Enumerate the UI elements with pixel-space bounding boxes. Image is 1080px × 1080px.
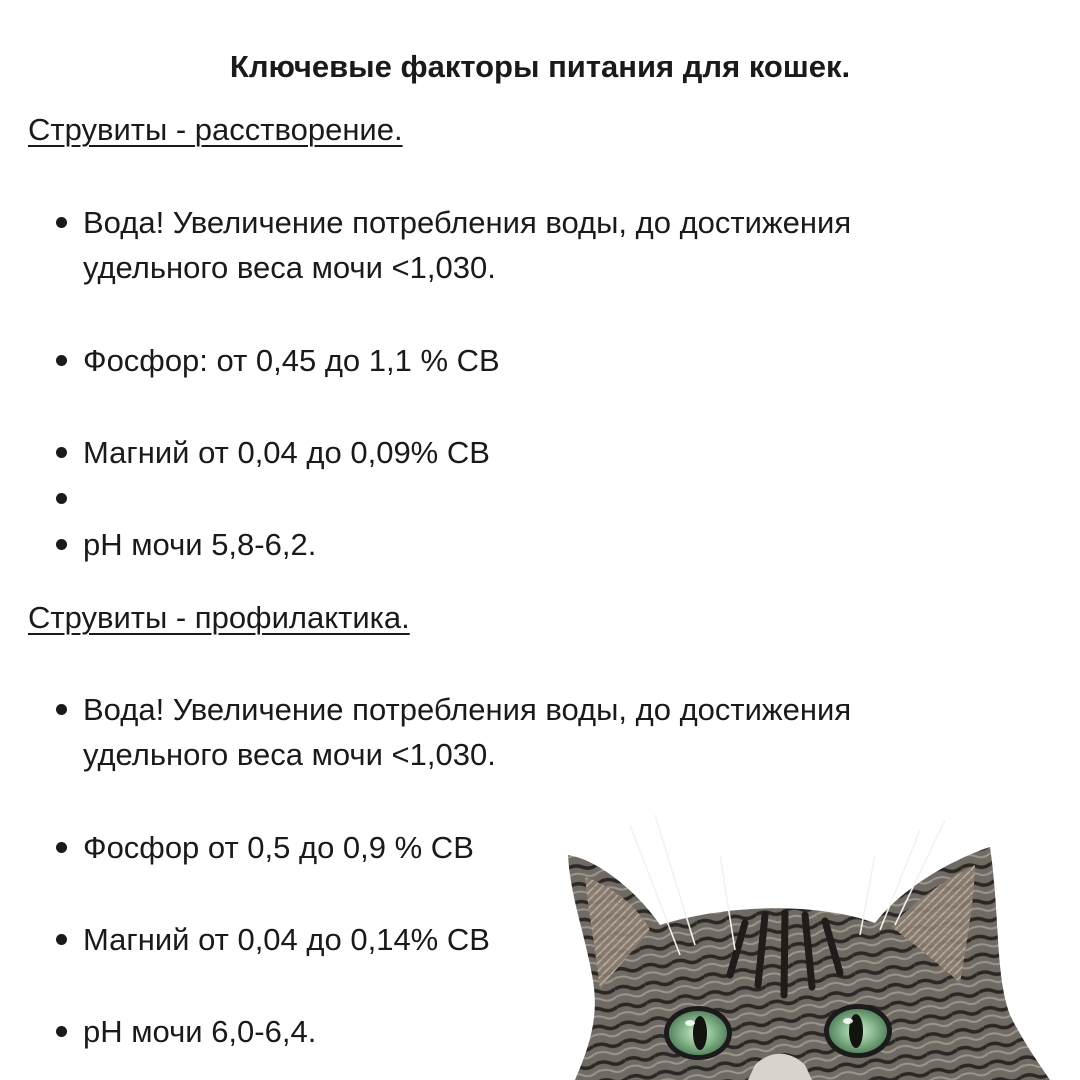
- list-item: Магний от 0,04 до 0,14% СВ: [56, 917, 936, 962]
- list-item: Вода! Увеличение потребления воды, до достижения удельного веса мочи <1,030.: [56, 687, 936, 777]
- list-item: Фосфор от 0,5 до 0,9 % СВ: [56, 825, 936, 870]
- list-item: pH мочи 6,0-6,4.: [56, 1009, 936, 1054]
- section-heading-prevention: Струвиты - профилактика.: [28, 600, 410, 635]
- bullet-icon: [56, 217, 67, 228]
- bullet-icon: [56, 1026, 67, 1037]
- list-item: Магний от 0,04 до 0,09% СВ: [56, 430, 936, 475]
- list-item: Фосфор: от 0,45 до 1,1 % СВ: [56, 338, 936, 383]
- list-item: Вода! Увеличение потребления воды, до достижения удельного веса мочи <1,030.: [56, 200, 936, 290]
- bullet-icon: [56, 493, 67, 504]
- bullet-icon: [56, 539, 67, 550]
- bullet-icon: [56, 934, 67, 945]
- bullet-icon: [56, 447, 67, 458]
- list-item: pH мочи 5,8-6,2.: [56, 522, 936, 567]
- bullet-icon: [56, 704, 67, 715]
- page-title: Ключевые факторы питания для кошек.: [229, 49, 851, 84]
- cat-illustration: [530, 815, 1080, 1080]
- bullet-icon: [56, 842, 67, 853]
- section-heading-dissolution: Струвиты - расстворение.: [28, 112, 403, 147]
- bullet-icon: [56, 355, 67, 366]
